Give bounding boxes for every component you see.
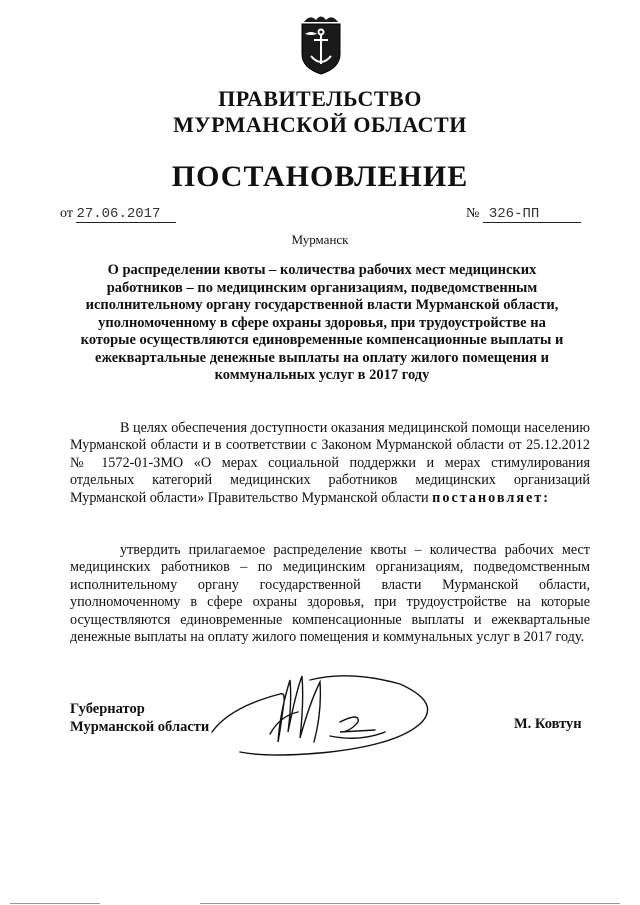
signatory-position [70,700,209,736]
government-name-line1: ПРАВИТЕЛЬСТВО [218,86,422,111]
government-name-line2: МУРМАНСКОЙ ОБЛАСТИ [173,112,467,137]
document-date [60,206,176,223]
body-paragraph-2: утвердить прилагаемое распределение квоты – количества рабочих мест медицинских работников – по медицинским организациям, подведомственным исполнительному органу государственной власти Мурманской области, уполномоченному в сфере охраны здоровья, при трудоустройстве на которые осуществляются единовременные компенсационные выплаты и ежеквартальные денежные выплаты на оплату жилого помещения и коммунальных услуг в 2017 году. [70,542,590,646]
number-prefix: № [466,206,480,221]
document-heading: О распределении квоты – количества рабочих мест медицинских работников – по медицинским организациям, подведомственным исполнительному органу государственной власти Мурманской области, уполномоченному в сфере охраны здоровья, при трудоустройстве на которые осуществляются единовременные компенсационные выплаты и ежеквартальные денежные выплаты на оплату жилого помещения и коммунальных услуг в 2017 году [80,262,564,383]
date-prefix: от [60,206,73,221]
decree-word: постановляет: [432,489,550,506]
signatory-name: М. Ковтун [514,716,582,732]
footer-divider-left [10,903,100,904]
document-type-title: ПОСТАНОВЛЕНИЕ [171,160,469,193]
footer-divider-right [200,903,620,904]
body-paragraph-1 [70,420,590,507]
city-name: Мурманск [291,232,349,247]
document-number [466,206,581,223]
number-value: 326-ПП [483,206,581,223]
signatory-position-line1: Губернатор [70,701,145,717]
signatory-position-line2: Мурманской области [70,719,210,735]
coat-of-arms-emblem [296,14,346,76]
paragraph-1-text: В целях обеспечения доступности оказания медицинской помощи населению Мурманской области и в соответствии с Законом Мурманской области от 25.12.2012 № 1572-01-ЗМО «О мерах социальной поддержки и мерах стимулирования отдельных категорий медицинских работников медицинских организаций Мурманской области» Правительство Мурманской области [70,420,590,506]
handwritten-signature [210,672,440,764]
date-value: 27.06.2017 [76,206,176,223]
